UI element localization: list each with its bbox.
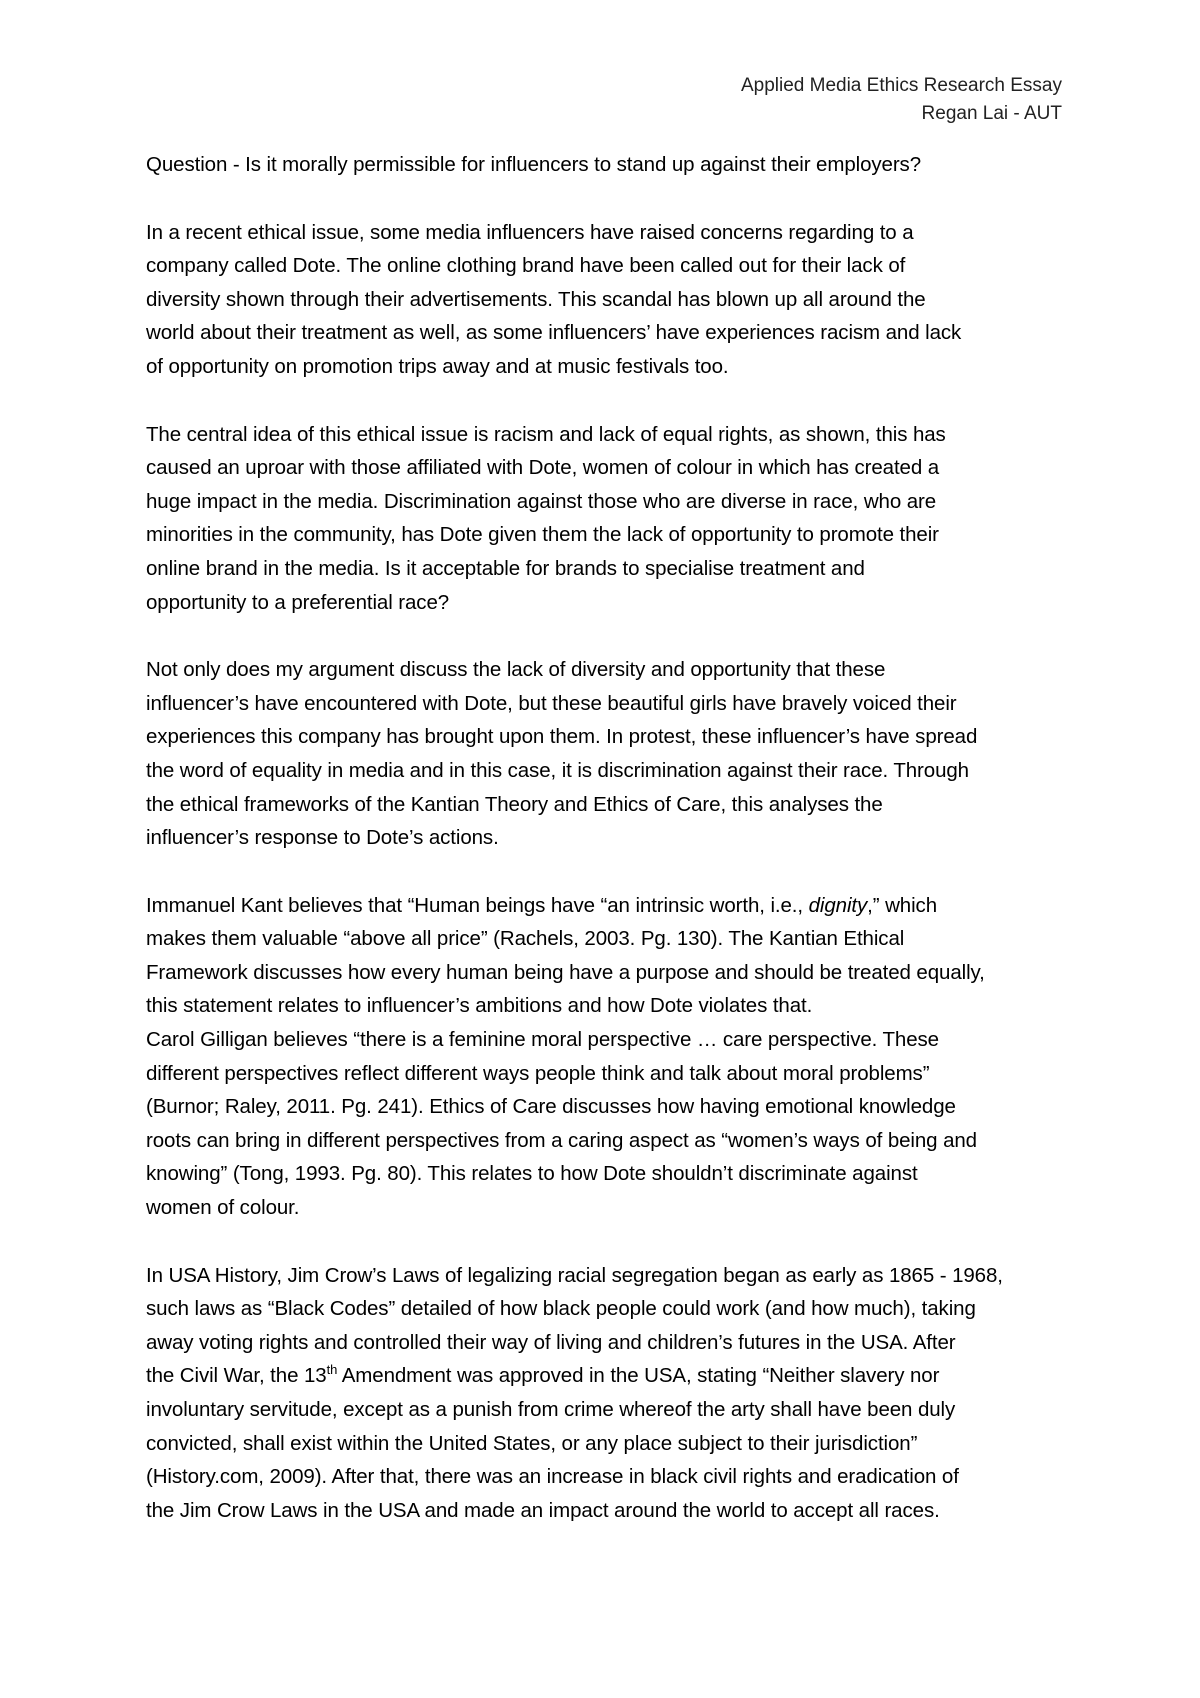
text-line: the word of equality in media and in this case, it is discrimination against their race. Through [146,758,969,782]
essay-question [146,148,1066,182]
question-text: Question - Is it morally permissible for influencers to stand up against their employers? [146,153,922,176]
text-line: company called Dote. The online clothing brand have been called out for their lack of [146,254,906,278]
paragraph-2 [146,418,1066,620]
paragraph-5 [146,1023,1066,1225]
paragraph-4 [146,889,1066,1023]
paragraph-1 [146,216,1066,384]
text-line: In a recent ethical issue, some media influencers have raised concerns regarding to a [146,220,914,244]
text-line: women of colour. [146,1196,300,1220]
text-line [146,1359,1066,1393]
text-line: huge impact in the media. Discrimination against those who are diverse in race, who are [146,489,937,513]
header-author: Regan Lai - AUT [921,103,1062,124]
essay-body [146,148,1066,1561]
text-line: such laws as “Black Codes” detailed of how black people could work (and how much), taking [146,1297,976,1321]
text-line: (History.com, 2009). After that, there was an increase in black civil rights and eradication of [146,1465,959,1489]
text-run: Amendment was approved in the USA, stating “Neither slavery nor [337,1364,940,1388]
text-line: different perspectives reflect different ways people think and talk about moral problems” [146,1061,930,1085]
text-line: online brand in the media. Is it acceptable for brands to specialise treatment and [146,556,865,580]
text-line: The central idea of this ethical issue is racism and lack of equal rights, as shown, this has [146,422,946,446]
text-run: Immanuel Kant believes that “Human beings have “an intrinsic worth, i.e., [146,893,809,917]
paragraph-6 [146,1259,1066,1528]
text-line: influencer’s have encountered with Dote, but these beautiful girls have bravely voiced their [146,691,957,715]
text-line: (Burnor; Raley, 2011. Pg. 241). Ethics of Care discusses how having emotional knowledge [146,1095,956,1119]
text-line [146,889,1066,923]
text-line: Not only does my argument discuss the lack of diversity and opportunity that these [146,658,886,682]
text-line: opportunity to a preferential race? [146,590,450,614]
text-line: away voting rights and controlled their way of living and children’s futures in the USA. After [146,1330,956,1354]
text-line: minorities in the community, has Dote given them the lack of opportunity to promote their [146,523,939,547]
text-line: makes them valuable “above all price” (Rachels, 2003. Pg. 130). The Kantian Ethical [146,927,905,951]
text-line: In USA History, Jim Crow’s Laws of legalizing racial segregation began as early as 1865 - 1968, [146,1263,1003,1287]
text-line: roots can bring in different perspectives from a caring aspect as “women’s ways of being and [146,1128,977,1152]
text-run: the Civil War, the 13 [146,1364,327,1388]
text-line: Carol Gilligan believes “there is a feminine moral perspective … care perspective. These [146,1028,939,1052]
text-line: of opportunity on promotion trips away and at music festivals too. [146,354,729,378]
text-line: this statement relates to influencer’s ambitions and how Dote violates that. [146,994,813,1018]
paragraph-3 [146,653,1066,855]
emphasis-dignity: dignity [808,893,868,917]
text-line: caused an uproar with those affiliated with Dote, women of colour in which has created a [146,456,940,480]
text-line: the ethical frameworks of the Kantian Theory and Ethics of Care, this analyses the [146,792,883,816]
text-line: experiences this company has brought upon them. In protest, these influencer’s have spread [146,725,978,749]
header-title: Applied Media Ethics Research Essay [740,75,1062,96]
text-run: ,” which [867,893,938,917]
text-line: world about their treatment as well, as some influencers’ have experiences racism and lack [146,321,962,345]
document-header [741,72,1062,128]
text-line: influencer’s response to Dote’s actions. [146,826,499,850]
text-line: diversity shown through their advertisements. This scandal has blown up all around the [146,287,926,311]
text-line: the Jim Crow Laws in the USA and made an impact around the world to accept all races. [146,1498,940,1522]
text-line: involuntary servitude, except as a punish from crime whereof the arty shall have been duly [146,1398,956,1421]
text-line: Framework discusses how every human being have a purpose and should be treated equally, [146,960,985,984]
text-line: knowing” (Tong, 1993. Pg. 80). This relates to how Dote shouldn’t discriminate against [146,1162,918,1186]
text-line: convicted, shall exist within the United States, or any place subject to their jurisdiction” [146,1431,918,1455]
superscript-th: th [326,1362,338,1378]
